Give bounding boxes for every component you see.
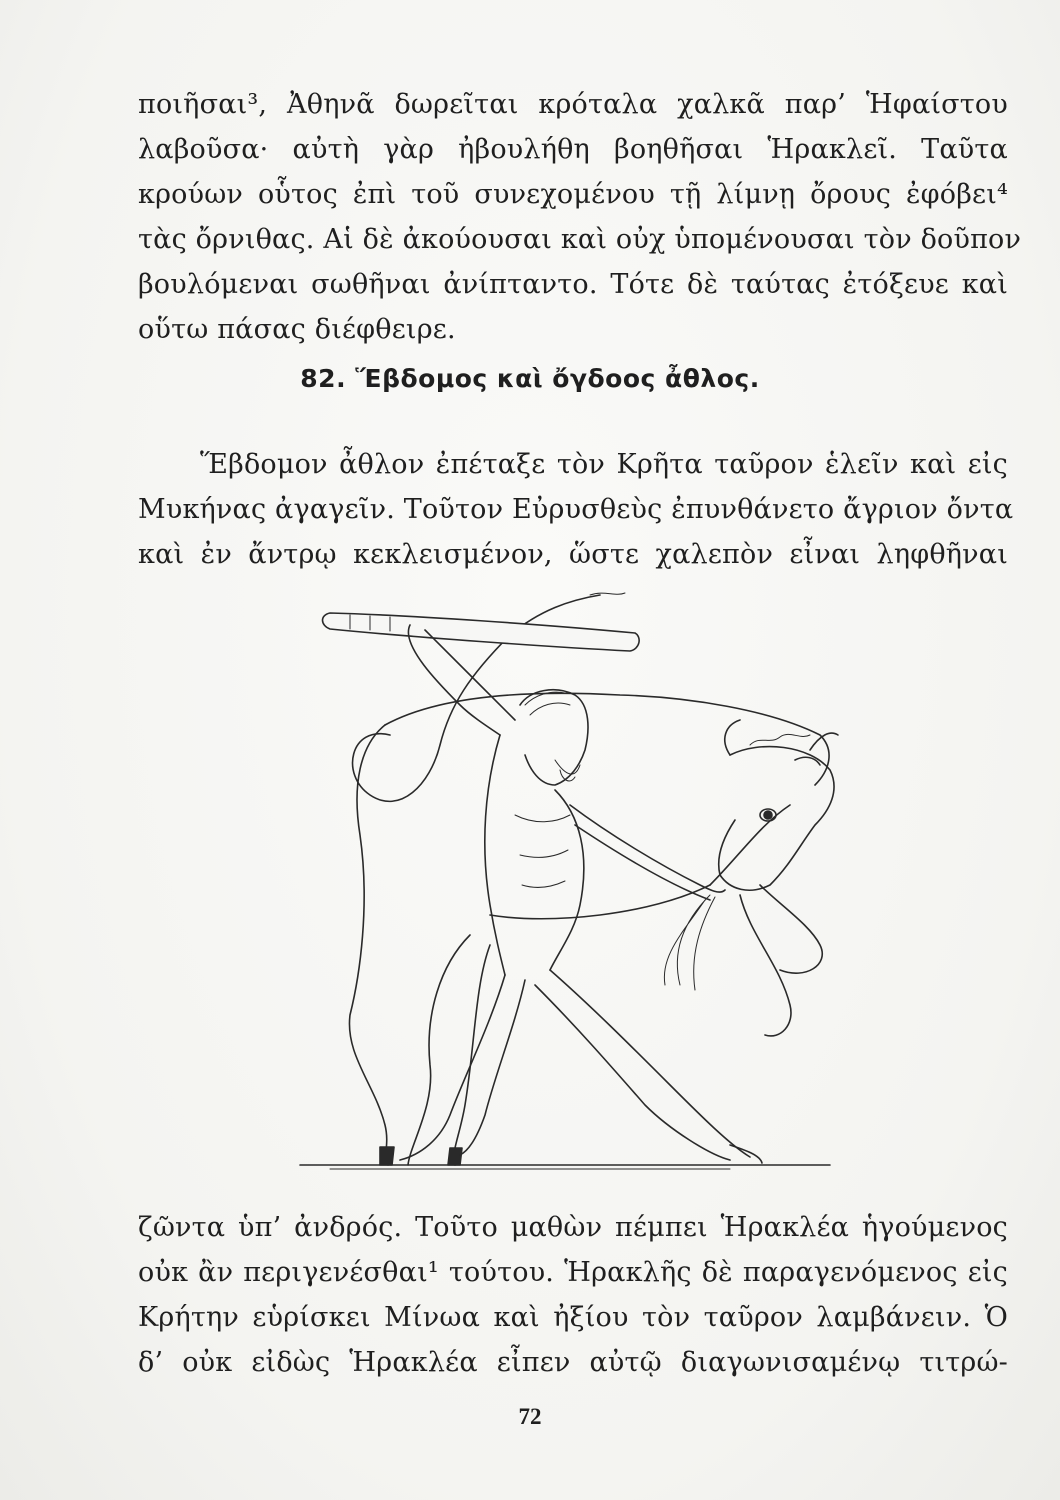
rope: [664, 895, 715, 990]
bull-horn-right: [810, 733, 838, 750]
text-line: βουλόμεναι σωθῆναι ἀνίπταντο. Τότε δὲ ταύτας ἐτόξευε καὶ: [138, 269, 1008, 300]
bull-hoof: [380, 1147, 394, 1165]
bull-back-outline: [385, 693, 829, 785]
bull-hindquarters: [349, 725, 388, 1165]
paragraph-mid: [138, 442, 1014, 577]
text-line: οὕτω πάσας διέφθειρε.: [138, 314, 456, 345]
page-number: 72: [518, 1404, 542, 1429]
section-heading: 82. Ἕβδομος καὶ ὄγδοος ἆθλος.: [300, 364, 760, 393]
text-line: ποιῆσαι³, Ἀθηνᾶ δωρεῖται κρόταλα χαλκᾶ παρ’ Ἡφαίστου: [138, 89, 1008, 120]
heracles-torso: [485, 735, 505, 975]
text-line: δ’ οὐκ εἰδὼς Ἡρακλέα εἶπεν αὐτῷ διαγωνισαμένῳ τιτρώ-: [138, 1347, 1008, 1378]
bull-head: [719, 747, 834, 891]
text-line: κρούων οὗτος ἐπὶ τοῦ συνεχομένου τῇ λίμνῃ ὄρους ἐφόβει⁴: [138, 179, 1008, 210]
bull-foreleg-2: [740, 895, 791, 1036]
heracles-front-leg-inner: [535, 985, 730, 1160]
bull-pupil: [764, 811, 772, 819]
bull-tail-tuft: [590, 593, 625, 595]
heracles-arm-forward-under: [575, 825, 710, 900]
bull-horn-left: [725, 720, 740, 755]
paragraph-bottom: [138, 1205, 1008, 1385]
text-line: Κρήτην εὑρίσκει Μίνωα καὶ ἠξίου τὸν ταῦρον λαμβάνειν. Ὁ: [138, 1302, 1008, 1333]
text-line: λαβοῦσα· αὐτὴ γὰρ ἠβουλήθη βοηθῆσαι Ἡρακλεῖ. Ταῦτα: [138, 134, 1008, 165]
bull-belly: [490, 885, 710, 919]
heracles-arm-forward: [570, 805, 725, 892]
heracles-back-leg: [400, 975, 505, 1160]
bull-curls: [750, 734, 810, 745]
bull-foreleg: [760, 885, 822, 973]
bull-hind-leg: [408, 935, 470, 1165]
heracles-front-leg: [550, 970, 750, 1157]
bull-hoof-2: [448, 1148, 462, 1165]
text-line: Μυκήνας ἀγαγεῖν. Τοῦτον Εὐρυσθεὺς ἐπυνθάνετο ἄγριον ὄντα: [138, 494, 1014, 525]
heracles-hair: [525, 692, 570, 715]
text-line: οὐκ ἂν περιγενέσθαι¹ τούτου. Ἡρακλῆς δὲ παραγενόμενος εἰς: [138, 1257, 1008, 1288]
paragraph-top: [138, 82, 1022, 352]
heracles-cretan-bull-illustration: [290, 585, 850, 1185]
text-line: τὰς ὄρνιθας. Αἱ δὲ ἀκούουσαι καὶ οὐχ ὑπομένουσαι τὸν δοῦπον: [138, 224, 1022, 255]
heracles-chest-detail: [515, 815, 570, 888]
text-line: Ἕβδομον ἆθλον ἐπέταξε τὸν Κρῆτα ταῦρον ἑλεῖν καὶ εἰς: [200, 449, 1008, 480]
bull-hind-leg-inner: [454, 945, 490, 1165]
text-line: ζῶντα ὑπ’ ἀνδρός. Τοῦτο μαθὼν πέμπει Ἡρακλέα ἡγούμενος: [138, 1212, 1008, 1243]
text-line: καὶ ἐν ἄντρῳ κεκλεισμένον, ὥστε χαλεπὸν εἶναι ληφθῆναι: [138, 539, 1008, 570]
